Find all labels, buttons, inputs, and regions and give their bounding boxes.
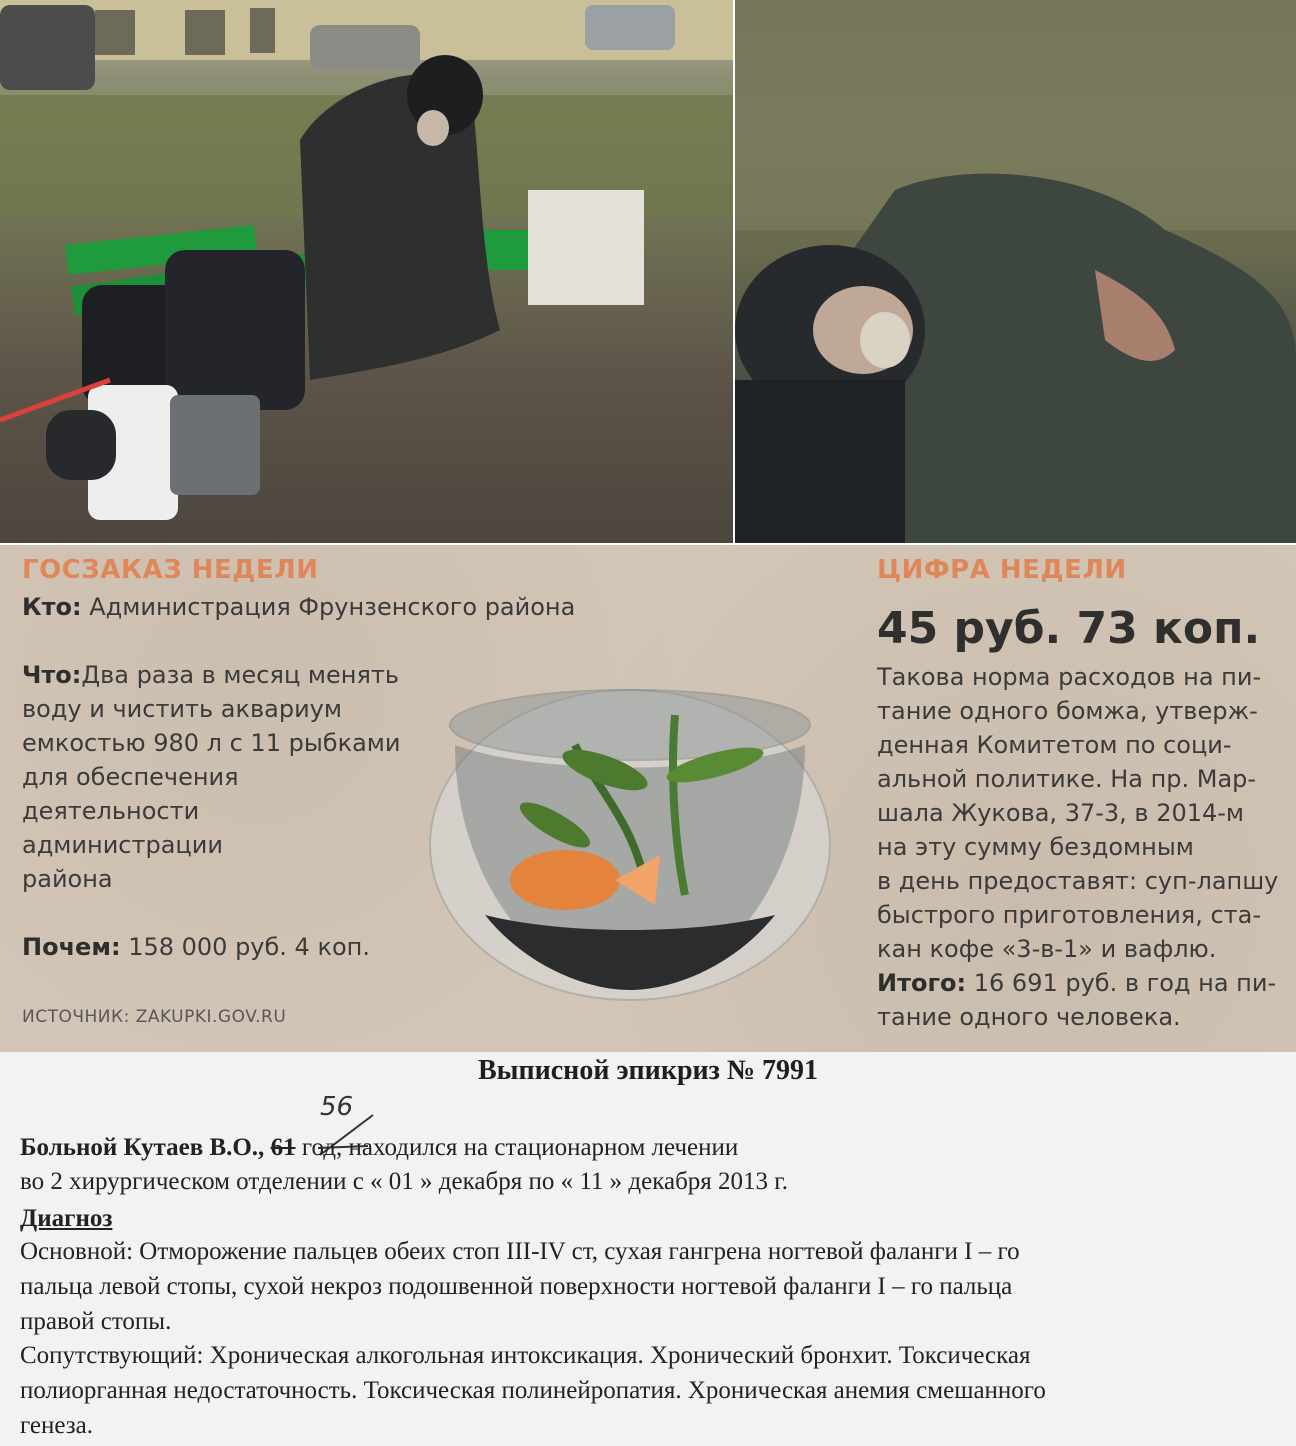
what-line-5: деятельности bbox=[22, 797, 200, 825]
aquarium-illustration bbox=[425, 655, 835, 1005]
photo-man-lying-down-illustration bbox=[735, 0, 1296, 543]
patient-age-crossed: 61 bbox=[270, 1134, 296, 1161]
right-heading: ЦИФРА НЕДЕЛИ bbox=[877, 555, 1127, 585]
right-line-6: на эту сумму бездомным bbox=[877, 833, 1194, 861]
what-label: Что: bbox=[22, 661, 82, 689]
main-diagnosis-line-2: пальца левой стопы, сухой некроз подошвенной поверхности ногтевой фаланги I – го пальца bbox=[20, 1273, 1013, 1300]
right-body bbox=[877, 660, 1278, 1034]
patient-suffix: год, находился на стационарном лечении bbox=[295, 1134, 739, 1161]
right-line-3: денная Комитетом по соци- bbox=[877, 731, 1232, 759]
what-line-3: емкостью 980 л с 11 рыбками bbox=[22, 729, 401, 757]
what-block bbox=[22, 658, 401, 896]
right-line-4: альной политике. На пр. Мар- bbox=[877, 765, 1257, 793]
left-heading: ГОСЗАКАЗ НЕДЕЛИ bbox=[22, 555, 319, 585]
patient-prefix: Больной Кутаев В.О., bbox=[20, 1134, 271, 1161]
what-line-6: администрации bbox=[22, 831, 223, 859]
diagnosis-heading: Диагноз bbox=[20, 1205, 113, 1232]
department-line: во 2 хирургическом отделении с « 01 » декабря по « 11 » декабря 2013 г. bbox=[20, 1168, 788, 1195]
what-line-4: для обеспечения bbox=[22, 763, 239, 791]
total-line-2: тание одного человека. bbox=[877, 1003, 1181, 1031]
right-line-9: кан кофе «3-в-1» и вафлю. bbox=[877, 935, 1217, 963]
who-value: Администрация Фрунзенского района bbox=[89, 593, 576, 621]
right-line-1: Такова норма расходов на пи- bbox=[877, 663, 1262, 691]
right-line-8: быстрого приготовления, ста- bbox=[877, 901, 1262, 929]
big-number: 45 руб. 73 коп. bbox=[877, 603, 1261, 654]
who-label: Кто: bbox=[22, 593, 82, 621]
handwritten-age: 56 bbox=[320, 1092, 354, 1122]
right-line-7: в день предоставят: суп-лапшу bbox=[877, 867, 1279, 895]
what-line-2: воду и чистить аквариум bbox=[22, 695, 342, 723]
main-diagnosis-line-3: правой стопы. bbox=[20, 1308, 172, 1335]
what-line-7: района bbox=[22, 865, 113, 893]
photo-man-lying-down bbox=[735, 0, 1296, 543]
total-line-1 bbox=[877, 966, 1278, 1000]
price-value: 158 000 руб. 4 коп. bbox=[128, 933, 370, 961]
main-diagnosis-line-1: Основной: Отморожение пальцев обеих стоп III-IV ст, сухая гангрена ногтевой фаланги I – го bbox=[20, 1238, 1020, 1265]
what-line-1-text: Два раза в месяц менять bbox=[81, 661, 400, 689]
who-line bbox=[22, 590, 575, 624]
comorbid-line-1: Сопутствующий: Хроническая алкогольная интоксикация. Хронический бронхит. Токсическая bbox=[20, 1342, 1031, 1369]
patient-line bbox=[20, 1134, 738, 1162]
photo-man-on-bench bbox=[0, 0, 733, 543]
price-line bbox=[22, 930, 370, 964]
photo-man-on-bench-illustration bbox=[0, 0, 733, 543]
comorbid-line-3: генеза. bbox=[20, 1412, 94, 1439]
document-title: Выписной эпикриз № 7991 bbox=[477, 1055, 819, 1086]
newspaper-clipping bbox=[0, 545, 1296, 1052]
right-line-2: тание одного бомжа, утверж- bbox=[877, 697, 1258, 725]
comorbid-line-2: полиорганная недостаточность. Токсическая полинейропатия. Хроническая анемия смешанного bbox=[20, 1377, 1046, 1404]
right-line-5: шала Жукова, 37-3, в 2014-м bbox=[877, 799, 1245, 827]
total-line-1-text: 16 691 руб. в год на пи- bbox=[973, 969, 1277, 997]
total-label: Итого: bbox=[877, 969, 967, 997]
source-line: ИСТОЧНИК: ZAKUPKI.GOV.RU bbox=[22, 1007, 287, 1027]
price-label: Почем: bbox=[22, 933, 121, 961]
what-line-1 bbox=[22, 658, 401, 692]
